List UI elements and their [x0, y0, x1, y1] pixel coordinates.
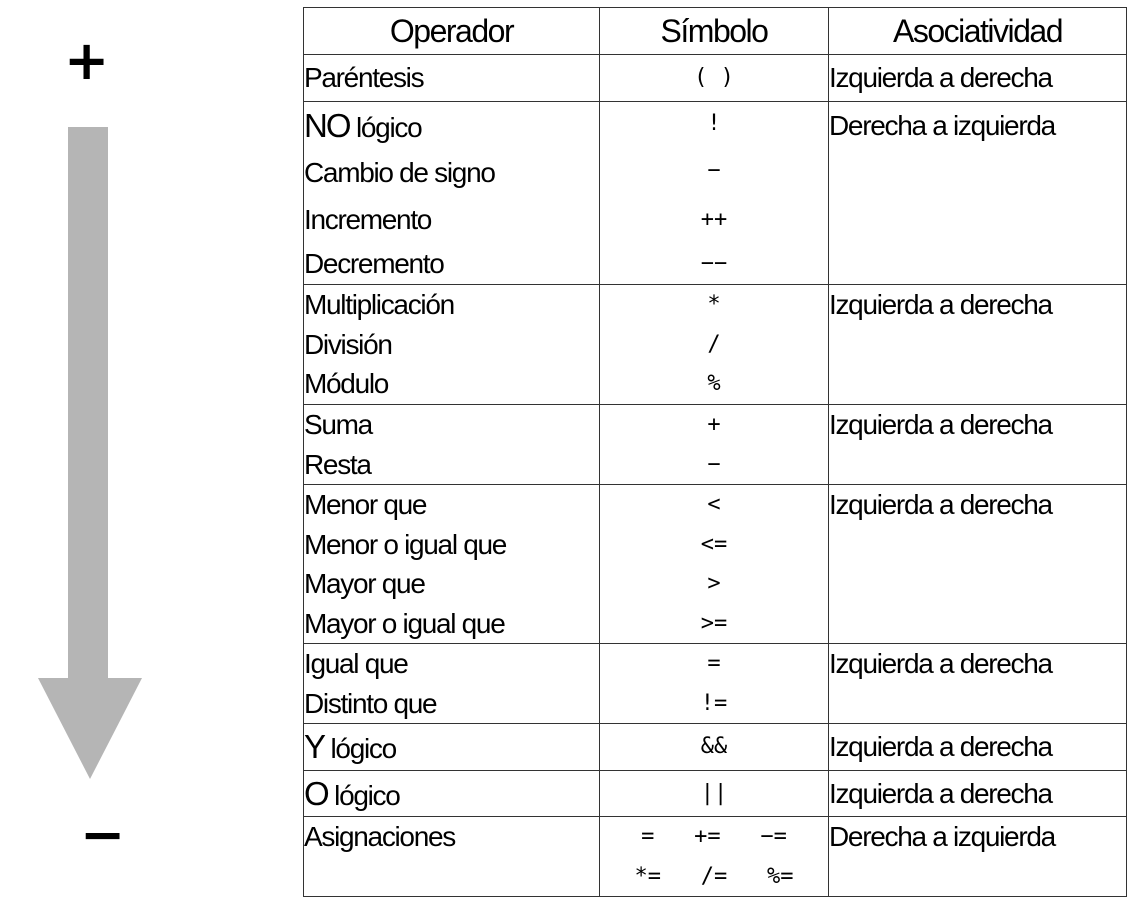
operator-name [304, 485, 599, 525]
operator-text: Asignaciones [304, 821, 455, 852]
symbol-cell [600, 817, 829, 897]
operator-group-row [304, 405, 1127, 485]
operator-text: Resta [304, 449, 371, 480]
associativity-text: Izquierda a derecha [829, 289, 1052, 320]
operator-symbol: != [700, 691, 728, 716]
symbol-cell [600, 485, 829, 644]
operator-group-row [304, 55, 1127, 102]
operator-text: Decremento [304, 248, 444, 279]
operator-cell [304, 771, 600, 817]
operator-name [304, 525, 599, 564]
associativity-cell [829, 405, 1127, 485]
operator-text: Igual que [304, 648, 408, 679]
operator-cell [304, 724, 600, 771]
operator-text: Menor que [304, 489, 427, 520]
operator-group-row [304, 102, 1127, 285]
header-operator: Operador [304, 8, 600, 55]
operator-text: lógico [327, 780, 400, 811]
symbol-cell [600, 644, 829, 724]
operator-symbol: && [700, 734, 728, 759]
operator-symbol: >= [700, 611, 728, 636]
operator-text: Mayor que [304, 568, 425, 599]
operator-name [304, 325, 599, 364]
associativity-text: Izquierda a derecha [829, 409, 1052, 440]
operator-symbol: − [707, 452, 721, 477]
operator-name [304, 405, 599, 445]
operator-name [304, 102, 599, 150]
operator-text: División [304, 329, 392, 360]
symbol-cell [600, 55, 829, 102]
operator-name [304, 724, 599, 770]
operator-symbol: % [707, 371, 721, 396]
precedence-low-minus: − [80, 803, 126, 866]
associativity-text: Izquierda a derecha [829, 489, 1052, 520]
operator-text: Incremento [304, 204, 432, 235]
associativity-cell [829, 724, 1127, 771]
operator-group-row [304, 285, 1127, 405]
symbol-cell [600, 724, 829, 771]
operator-symbol: −− [700, 251, 728, 276]
operator-keyword: O [304, 775, 328, 812]
operator-symbol: = += −= [641, 824, 787, 849]
arrow-down-icon [38, 127, 142, 781]
operator-name [304, 55, 599, 101]
operator-cell [304, 55, 600, 102]
header-symbol: Símbolo [600, 8, 829, 55]
precedence-high-plus: + [64, 29, 110, 92]
operator-name [304, 564, 599, 604]
operator-text: Multiplicación [304, 289, 454, 320]
operator-text: lógico [324, 733, 396, 764]
operator-name [304, 364, 599, 404]
operator-symbol: || [700, 781, 728, 806]
associativity-text: Izquierda a derecha [829, 778, 1052, 809]
associativity-cell [829, 55, 1127, 102]
associativity-cell [829, 771, 1127, 817]
operator-text: Menor o igual que [304, 529, 507, 560]
operator-group-row [304, 724, 1127, 771]
header-row [304, 8, 1127, 55]
operator-cell [304, 405, 600, 485]
table-body [304, 55, 1127, 897]
operator-name [304, 285, 599, 325]
associativity-cell [829, 485, 1127, 644]
header-associativity: Asociatividad [829, 8, 1127, 55]
operator-group-row [304, 817, 1127, 897]
operator-symbol: > [707, 571, 721, 596]
operator-name [304, 196, 599, 244]
operator-symbol: ! [707, 111, 721, 136]
operator-symbol: + [707, 412, 721, 437]
operator-text: Módulo [304, 368, 389, 399]
operator-text: Suma [304, 409, 372, 440]
operator-cell [304, 644, 600, 724]
symbol-cell [600, 285, 829, 405]
operator-text: Cambio de signo [304, 157, 495, 188]
operator-name [304, 684, 599, 723]
operator-symbol: *= /= %= [634, 864, 794, 889]
symbol-cell [600, 102, 829, 285]
operator-group-row [304, 771, 1127, 817]
operator-cell [304, 102, 600, 285]
operator-symbol: <= [700, 532, 728, 557]
operator-cell [304, 485, 600, 644]
operator-keyword: Y [304, 728, 325, 765]
operator-precedence-table [303, 7, 1127, 897]
associativity-text: Derecha a izquierda [829, 110, 1055, 141]
operator-text: Mayor o igual que [304, 608, 505, 639]
operator-name [304, 445, 599, 484]
operator-text: Paréntesis [304, 62, 424, 93]
operator-group-row [304, 644, 1127, 724]
operator-cell [304, 285, 600, 405]
operator-keyword: NO [304, 107, 350, 144]
associativity-cell [829, 102, 1127, 285]
operator-name [304, 817, 599, 857]
associativity-text: Derecha a izquierda [829, 821, 1055, 852]
associativity-text: Izquierda a derecha [829, 62, 1052, 93]
associativity-cell [829, 285, 1127, 405]
operator-cell [304, 817, 600, 897]
associativity-cell [829, 644, 1127, 724]
operator-name [304, 604, 599, 643]
associativity-cell [829, 817, 1127, 897]
operator-symbol: ( ) [694, 65, 734, 90]
symbol-cell [600, 771, 829, 817]
operator-symbol: − [707, 158, 721, 183]
associativity-text: Izquierda a derecha [829, 731, 1052, 762]
operator-symbol: = [707, 651, 721, 676]
operator-symbol: * [707, 292, 721, 317]
operator-group-row [304, 485, 1127, 644]
symbol-cell [600, 405, 829, 485]
associativity-text: Izquierda a derecha [829, 648, 1052, 679]
operator-text: Distinto que [304, 688, 437, 719]
operator-symbol: / [707, 332, 721, 357]
operator-symbol: < [707, 492, 721, 517]
operator-text: lógico [349, 112, 422, 143]
operator-name [304, 644, 599, 684]
operator-name [304, 244, 599, 284]
operator-symbol: ++ [700, 207, 728, 232]
operator-name [304, 771, 599, 816]
operator-name [304, 150, 599, 196]
